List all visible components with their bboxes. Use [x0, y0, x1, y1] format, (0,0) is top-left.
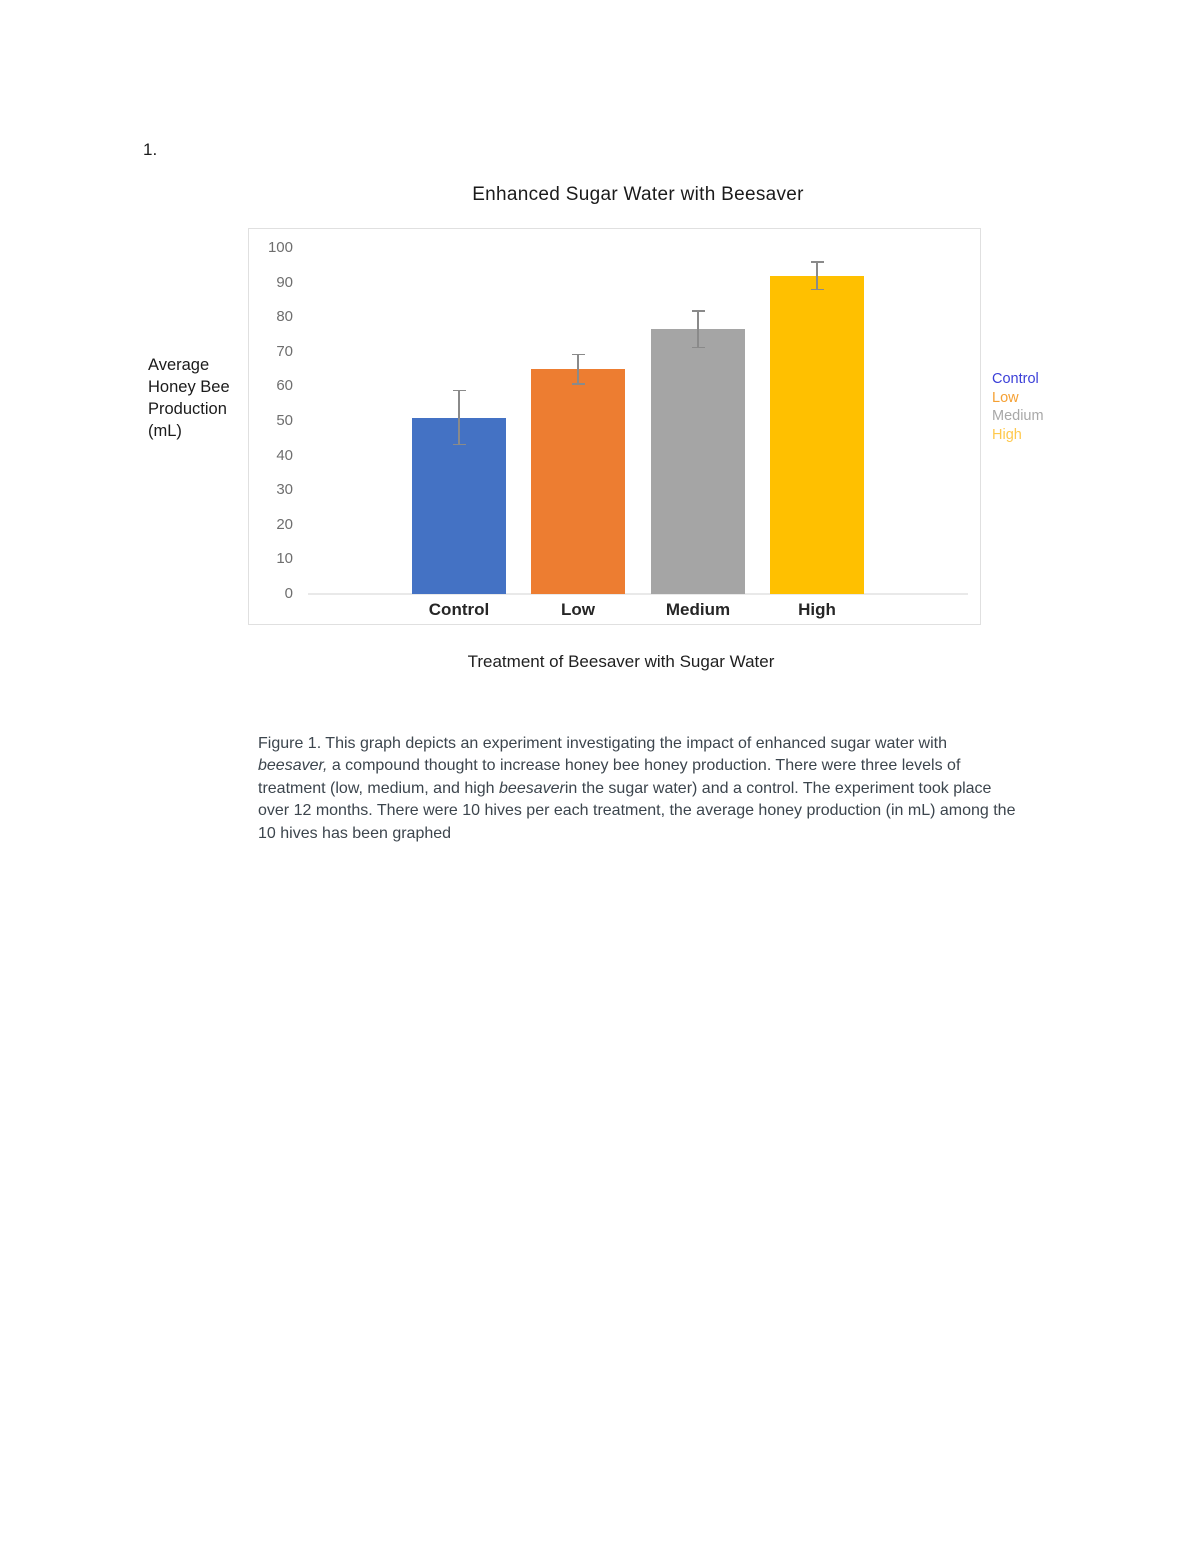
y-tick-label: 10 — [276, 550, 293, 568]
y-tick-label: 40 — [276, 446, 293, 464]
error-bar-high — [811, 261, 824, 290]
y-axis-label-line: (mL) — [148, 422, 182, 440]
caption-text-italic: beesaver, — [258, 757, 328, 775]
chart-title: Enhanced Sugar Water with Beesaver — [472, 184, 804, 205]
y-axis-label-line: Honey Bee — [148, 378, 230, 396]
list-item-number: 1. — [143, 140, 158, 159]
error-bar-control — [453, 390, 466, 445]
legend-item-medium: Medium — [992, 408, 1044, 424]
x-tick-label-medium: Medium — [665, 600, 731, 619]
caption-text-italic: beesaver — [499, 779, 565, 797]
bar-high — [770, 276, 864, 594]
y-axis-label — [148, 354, 253, 442]
y-tick-label: 70 — [276, 342, 293, 360]
bar-medium — [651, 329, 745, 594]
error-bar-low — [572, 354, 585, 385]
y-tick-label: 0 — [284, 585, 293, 602]
legend-item-control: Control — [992, 371, 1039, 387]
y-tick-label: 90 — [276, 273, 293, 291]
y-tick-label: 30 — [276, 481, 293, 499]
x-axis-line — [308, 593, 968, 595]
y-tick-label: 80 — [276, 308, 293, 326]
caption-text: in the sugar water) and a control. The experiment took place over 12 months. There were 10 hives per each treatment, the average honey production (in mL) among the 10 hives has been graphed — [258, 779, 1016, 842]
y-axis-label-line: Production — [148, 400, 227, 418]
figure-caption — [258, 733, 1020, 845]
x-tick-label-control: Control — [428, 600, 490, 619]
y-tick-label: 60 — [276, 377, 293, 395]
x-tick-label-high: High — [798, 600, 836, 619]
legend-item-low: Low — [992, 389, 1019, 406]
legend-item-high: High — [992, 426, 1022, 443]
y-axis-label-line: Average — [148, 356, 210, 374]
y-tick-label: 50 — [276, 412, 293, 429]
y-tick-label: 100 — [267, 239, 293, 256]
caption-text: Figure 1. This graph depicts an experiment investigating the impact of enhanced sugar water with — [258, 735, 947, 752]
error-bar-medium — [692, 310, 705, 348]
x-tick-label-low: Low — [561, 600, 595, 619]
bar-low — [531, 369, 625, 594]
x-axis-caption: Treatment of Beesaver with Sugar Water — [467, 652, 775, 671]
chart-legend — [992, 370, 1044, 444]
bar-chart-plot-area — [248, 228, 981, 625]
y-tick-label: 20 — [276, 515, 293, 533]
caption-text: a compound thought to increase honey bee honey production. There were three levels of treatment (low, medium, and high — [258, 757, 961, 797]
